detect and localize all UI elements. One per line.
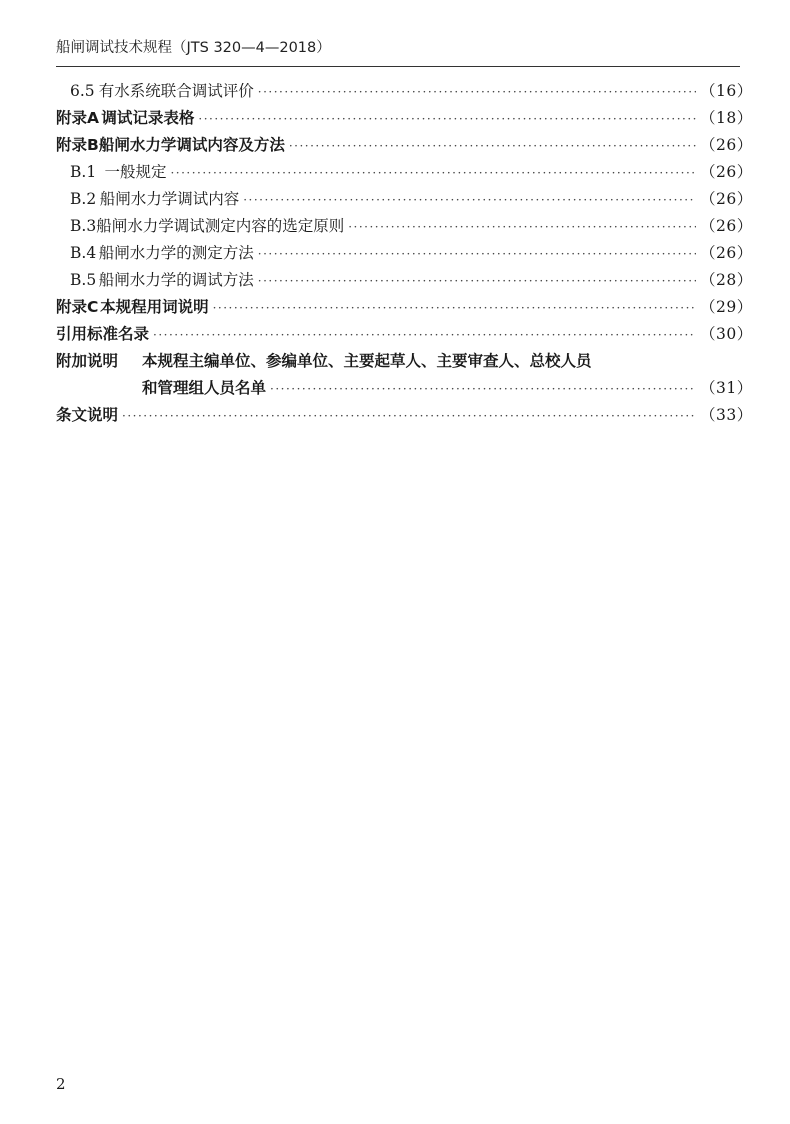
toc-entry-title: 有水系统联合调试评价: [98, 82, 254, 100]
page-number: 2: [56, 1075, 66, 1093]
toc-entry-page: （26）: [700, 244, 753, 262]
toc-entry-appendix-c[interactable]: [56, 294, 753, 321]
toc-dot-leader: [243, 187, 696, 214]
toc-entry-b-5[interactable]: [56, 267, 753, 294]
toc-dot-leader: [289, 133, 696, 160]
toc-entry-number: B.5: [70, 271, 97, 289]
toc-dot-leader: [153, 322, 696, 349]
toc-dot-leader: [258, 241, 696, 268]
toc-entry-page: （18）: [700, 109, 753, 127]
toc-entry-page: （29）: [700, 298, 753, 316]
toc-entry-title: 条文说明: [56, 406, 119, 424]
toc-dot-leader: [198, 106, 696, 133]
toc-entry-number: 附录A: [56, 109, 99, 127]
toc-entry-title-continued: 和管理组人员名单: [142, 379, 267, 397]
toc-dot-leader: [258, 79, 696, 106]
toc-entry-page: （16）: [700, 82, 753, 100]
toc-entry-number: 附录B: [56, 136, 99, 154]
running-title: 船闸调试技术规程（JTS 320—4—2018）: [56, 40, 331, 56]
toc-entry-title: 船闸水力学的调试方法: [98, 271, 254, 289]
toc-entry-page: （33）: [700, 406, 753, 424]
toc-entry-title: 引用标准名录: [56, 325, 150, 343]
toc-entry-number: B.3: [70, 217, 97, 235]
toc-entry-page: （26）: [700, 190, 753, 208]
toc-entry-title: 船闸水力学调试测定内容的选定原则: [96, 217, 345, 235]
toc-dot-leader: [258, 268, 696, 295]
toc-entry-number: B.1: [70, 163, 97, 181]
table-of-contents: [56, 78, 753, 429]
toc-entry-b-3[interactable]: [56, 213, 753, 240]
toc-entry-number: B.2: [70, 190, 97, 208]
toc-entry-page: （26）: [700, 136, 753, 154]
toc-entry-title: 调试记录表格: [101, 109, 195, 127]
toc-entry-page: （26）: [700, 217, 753, 235]
toc-entry-number: B.4: [70, 244, 97, 262]
toc-dot-leader: [170, 160, 696, 187]
toc-entry-title: 本规程用词说明: [100, 298, 209, 316]
toc-dot-leader: [270, 376, 696, 403]
toc-entry-number: 附录C: [56, 298, 99, 316]
toc-entry-page: （31）: [700, 379, 753, 397]
toc-entry-page: （26）: [700, 163, 753, 181]
toc-entry-additional-notes-continued[interactable]: [56, 375, 753, 402]
toc-dot-leader: [122, 403, 696, 430]
toc-entry-referenced-standards[interactable]: [56, 321, 753, 348]
toc-entry-title: 本规程主编单位、参编单位、主要起草人、主要审查人、总校人员: [142, 352, 592, 370]
toc-entry-appendix-b[interactable]: [56, 132, 753, 159]
toc-entry-b-1[interactable]: [56, 159, 753, 186]
toc-entry-article-explanation[interactable]: [56, 402, 753, 429]
toc-entry-b-2[interactable]: [56, 186, 753, 213]
toc-entry-6-5[interactable]: [56, 78, 753, 105]
toc-entry-number: 附加说明: [56, 352, 119, 370]
toc-entry-number: 6.5: [70, 82, 95, 100]
toc-entry-title: 船闸水力学的测定方法: [98, 244, 254, 262]
toc-entry-appendix-a[interactable]: [56, 105, 753, 132]
toc-entry-page: （30）: [700, 325, 753, 343]
toc-entry-b-4[interactable]: [56, 240, 753, 267]
toc-dot-leader: [213, 295, 696, 322]
running-header: [56, 40, 740, 67]
toc-dot-leader: [348, 214, 696, 241]
toc-entry-title: 船闸水力学调试内容: [99, 190, 240, 208]
toc-entry-title: 一般规定: [104, 163, 167, 181]
toc-entry-page: （28）: [700, 271, 753, 289]
toc-entry-additional-notes[interactable]: [56, 348, 742, 375]
toc-entry-title: 船闸水力学调试内容及方法: [98, 136, 285, 154]
